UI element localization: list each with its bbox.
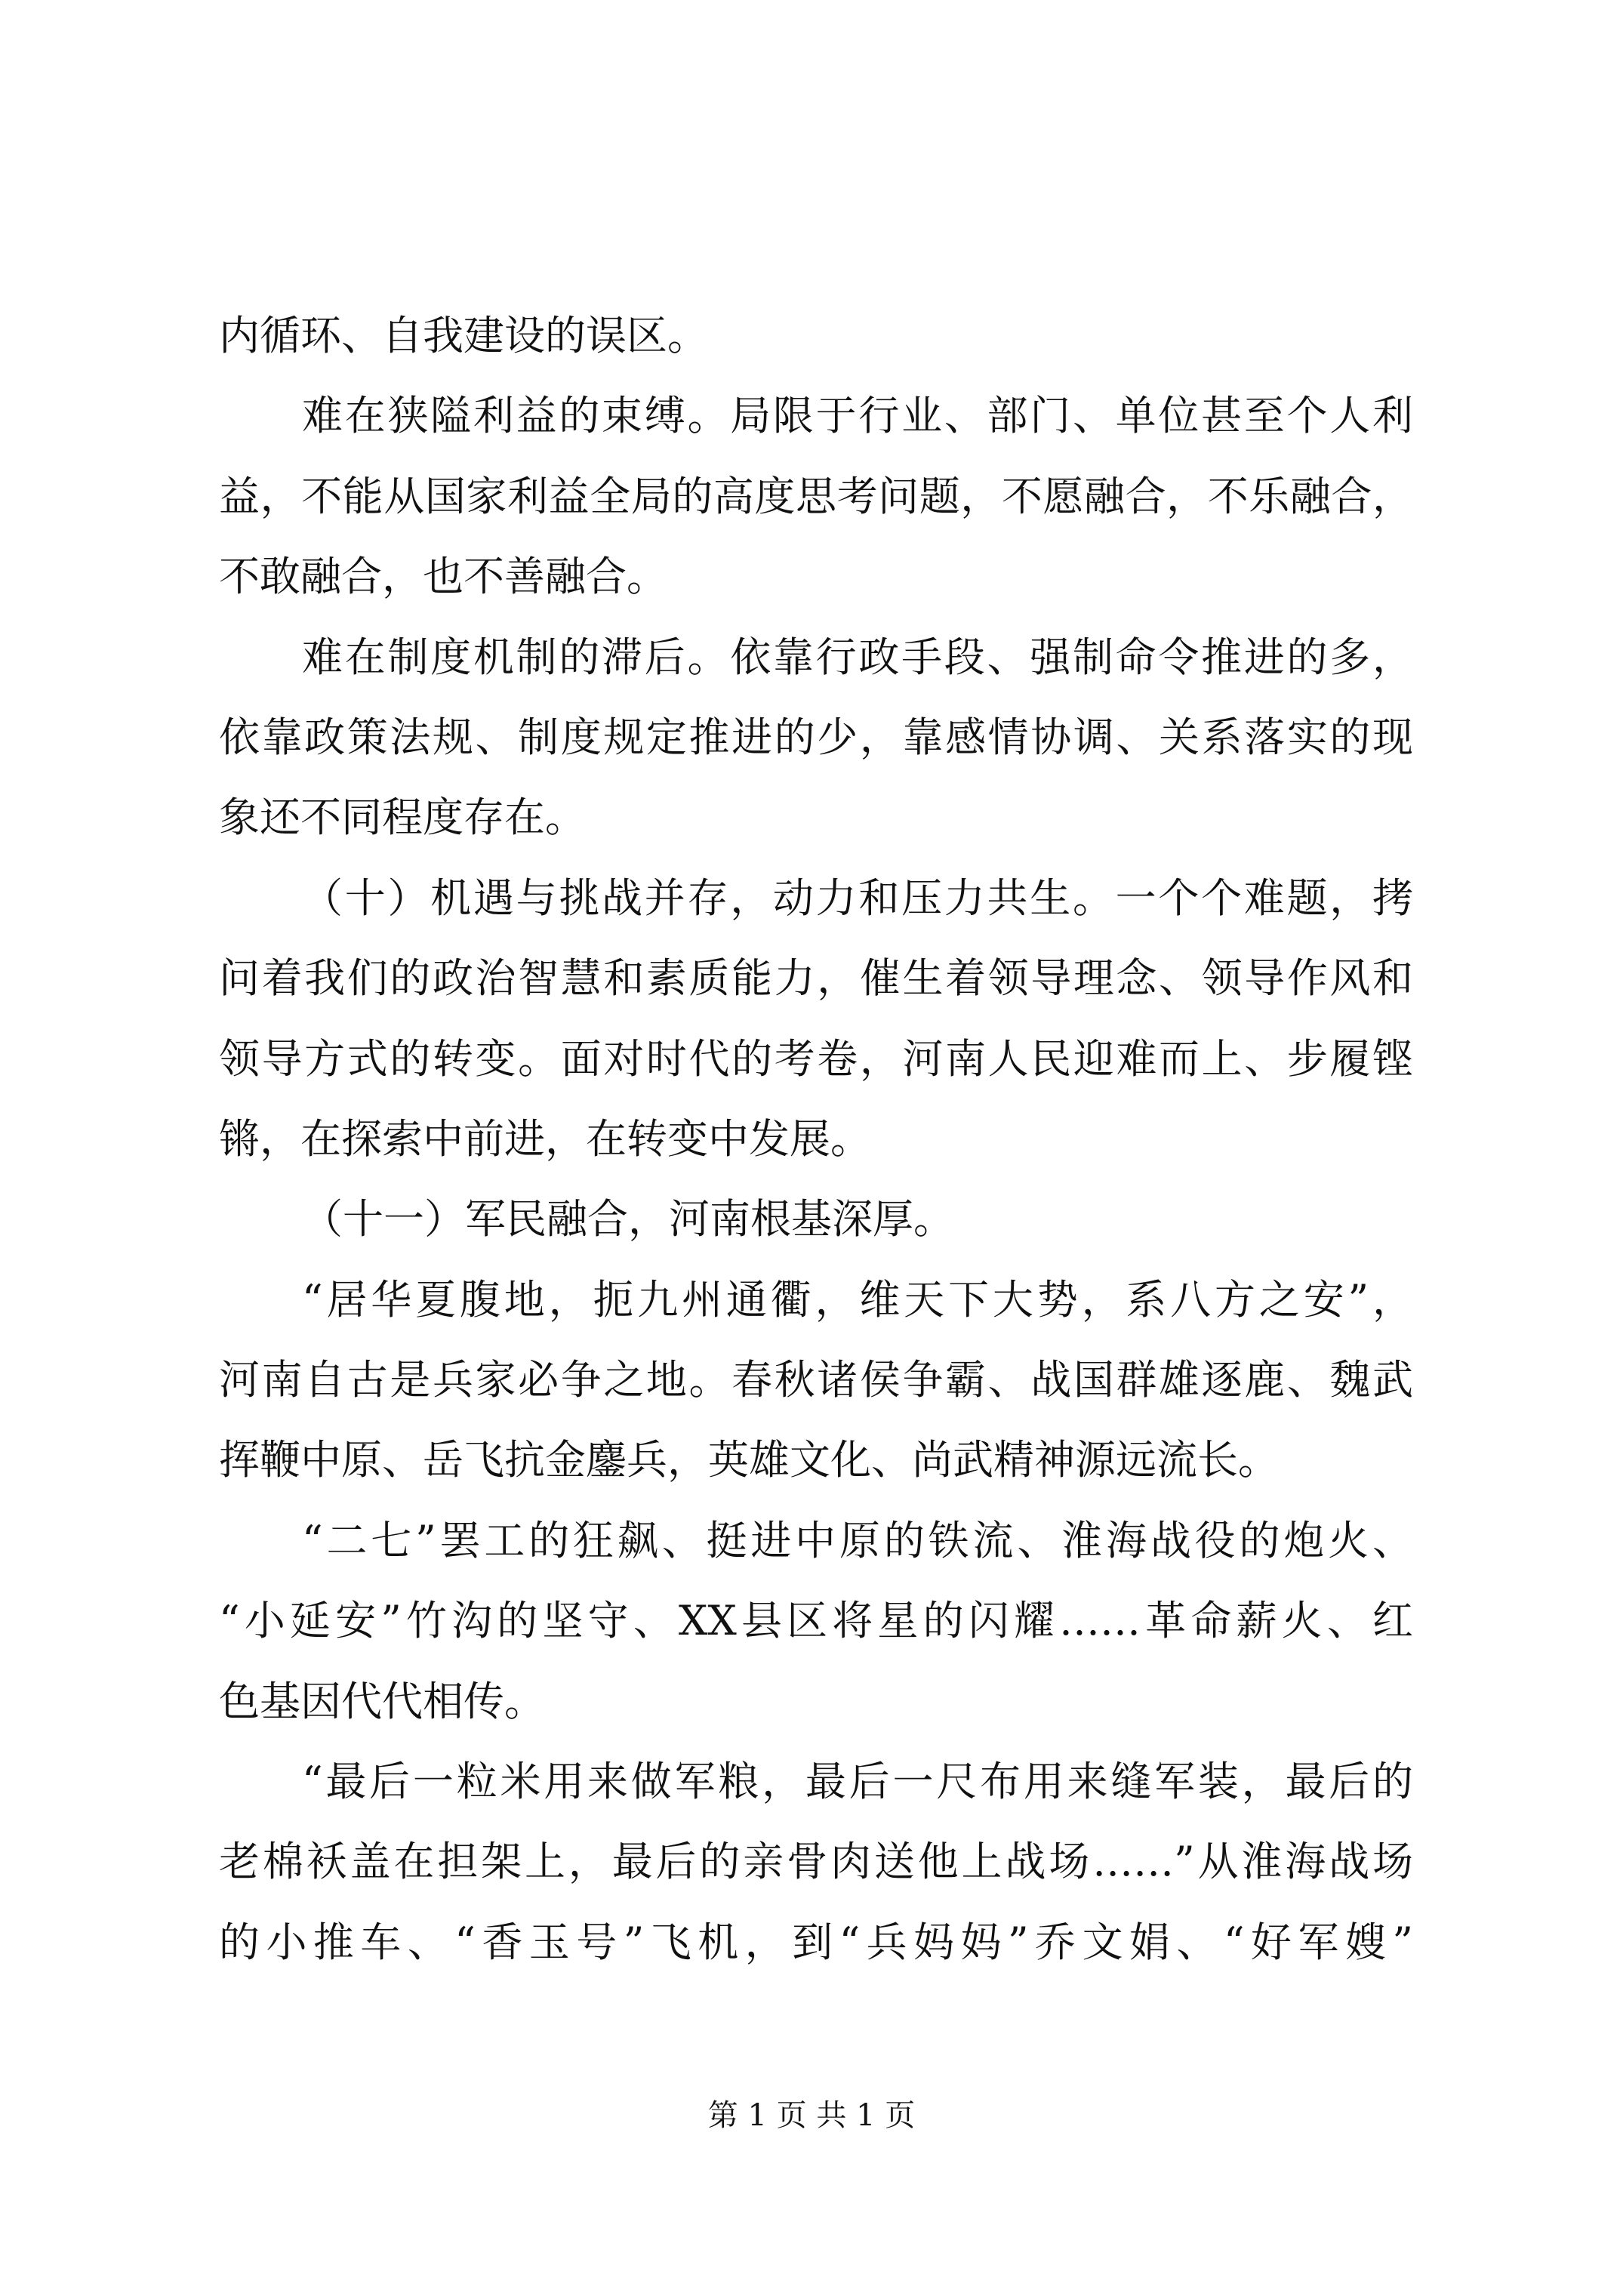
text-line: 益，不能从国家利益全局的高度思考问题，不愿融合，不乐融合， xyxy=(219,472,1413,520)
text-line: 锵，在探索中前进，在转变中发展。 xyxy=(219,1114,871,1163)
text-line: 难在制度机制的滞后。依靠行政手段、强制命令推进的多， xyxy=(302,633,1413,681)
text-line: 挥鞭中原、岳飞抗金鏖兵，英雄文化、尚武精神源远流长。 xyxy=(219,1436,1279,1484)
text-line: “居华夏腹地，扼九州通衢，维天下大势，系八方之安”， xyxy=(302,1275,1413,1324)
body-text xyxy=(219,296,1413,1983)
text-line: “最后一粒米用来做军粮，最后一尺布用来缝军装，最后的 xyxy=(302,1758,1413,1806)
section-heading: （十一）军民融合，河南根基深厚。 xyxy=(302,1195,954,1244)
text-line: 内循环、自我建设的误区。 xyxy=(219,312,708,359)
text-line: 问着我们的政治智慧和素质能力，催生着领导理念、领导作风和 xyxy=(219,954,1413,1003)
text-line: 象还不同程度存在。 xyxy=(219,794,586,842)
page-footer: 第 1 页 共 1 页 xyxy=(707,2098,916,2133)
text-line: 的小推车、“香玉号”飞机，到“兵妈妈”乔文娟、“好军嫂” xyxy=(219,1918,1413,1966)
text-line: 领导方式的转变。面对时代的考卷，河南人民迎难而上、步履铿 xyxy=(219,1034,1413,1083)
text-line: 老棉袄盖在担架上，最后的亲骨肉送他上战场……”从淮海战场 xyxy=(219,1838,1413,1886)
text-line: “二七”罢工的狂飙、挺进中原的铁流、淮海战役的炮火、 xyxy=(302,1516,1413,1564)
text-line: 河南自古是兵家必争之地。春秋诸侯争霸、战国群雄逐鹿、魏武 xyxy=(219,1356,1413,1404)
text-line: 色基因代代相传。 xyxy=(219,1677,545,1725)
text-line: （十）机遇与挑战并存，动力和压力共生。一个个难题，拷 xyxy=(302,874,1413,922)
text-line: 不敢融合，也不善融合。 xyxy=(219,553,667,601)
text-line: “小延安”竹沟的坚守、XX县区将星的闪耀……革命薪火、红 xyxy=(219,1597,1413,1645)
text-line: 依靠政策法规、制度规定推进的少，靠感情协调、关系落实的现 xyxy=(219,713,1413,761)
text-line: 难在狭隘利益的束缚。局限于行业、部门、单位甚至个人利 xyxy=(302,392,1413,440)
